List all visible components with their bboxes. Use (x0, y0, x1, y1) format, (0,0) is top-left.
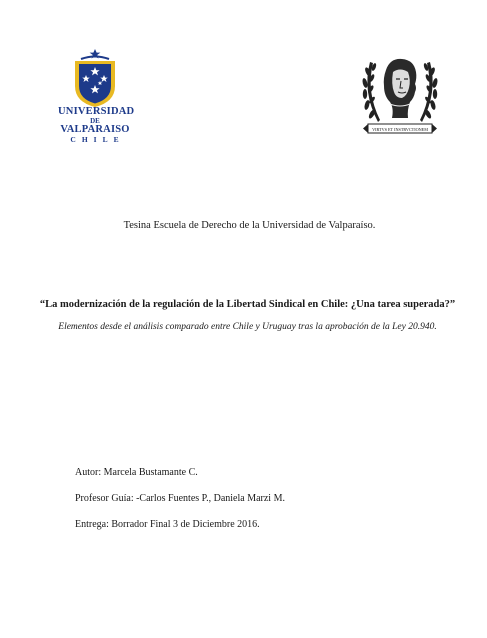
university-name-line3: VALPARAISO (60, 124, 130, 135)
institution-line: Tesina Escuela de Derecho de la Universidad de Valparaíso. (123, 220, 376, 231)
author-line: Autor: Marcela Bustamante C. (75, 467, 198, 478)
delivery-line: Entrega: Borrador Final 3 de Diciembre 2016. (75, 519, 260, 530)
faculty-ribbon-text: VIRTVS ET INSTRVCTIONEM (372, 126, 428, 132)
university-logo (58, 48, 135, 146)
faculty-medallion-icon (360, 52, 440, 142)
thesis-title: “La modernización de la regulación de la Libertad Sindical en Chile: ¿Una tarea superada?” (39, 299, 456, 310)
thesis-subtitle: Elementos desde el análisis comparado entre Chile y Uruguay tras la aprobación de la Ley 20.940. (58, 322, 437, 332)
advisor-line: Profesor Guía: -Carlos Fuentes P., Daniela Marzi M. (75, 493, 285, 504)
university-name-line2: DE (90, 117, 100, 125)
university-country: CHILE (70, 135, 125, 144)
university-shield-icon (72, 48, 118, 108)
university-name-line1: UNIVERSIDAD (58, 106, 135, 117)
